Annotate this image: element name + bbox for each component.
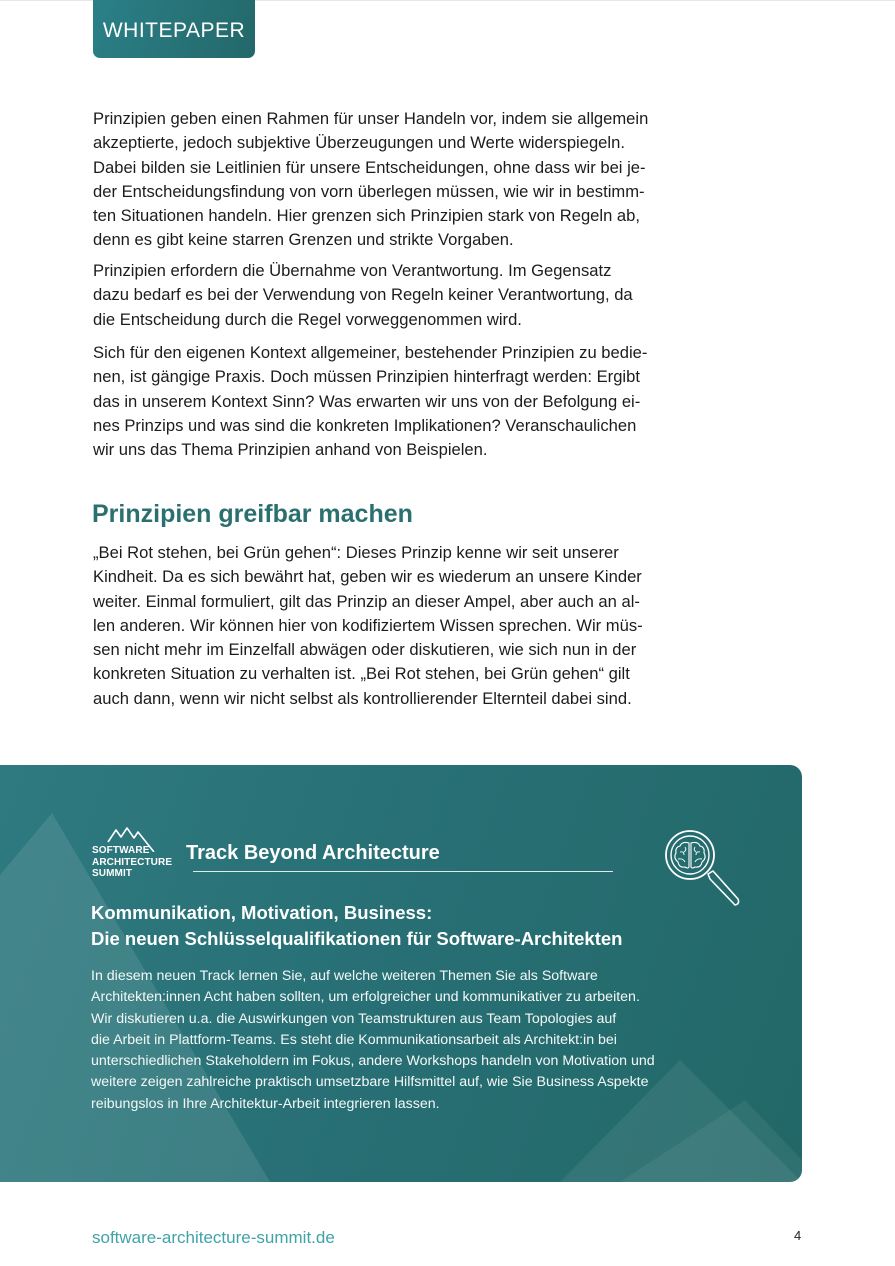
text-line: konkreten Situation zu verhalten ist. „Bei Rot stehen, bei Grün gehen“ gilt (93, 664, 630, 684)
headline-line: Kommunikation, Motivation, Business: (91, 902, 433, 923)
section-heading: Prinzipien greifbar machen (92, 500, 413, 528)
text-line: wir uns das Thema Prinzipien anhand von Beispielen. (93, 440, 488, 460)
text-line: das in unserem Kontext Sinn? Was erwarten wir uns von der Befolgung ei- (93, 391, 641, 411)
footer-website-link[interactable]: software-architecture-summit.de (92, 1228, 335, 1247)
text-line: Kindheit. Da es sich bewährt hat, geben wir es wiederum an unsere Kinder (93, 567, 642, 587)
text-line: denn es gibt keine starren Grenzen und strikte Vorgaben. (93, 230, 514, 250)
logo-line: ARCHITECTURE (92, 856, 173, 868)
text-line: sen nicht mehr im Einzelfall abwägen oder diskutieren, wie sich nun in der (93, 640, 637, 660)
promo-line: unterschiedlichen Stakeholdern im Fokus, andere Workshops handeln von Motivation und (91, 1053, 655, 1070)
whitepaper-badge (93, 0, 255, 58)
paragraph-1 (93, 107, 693, 253)
text-line: dazu bedarf es bei der Verwendung von Regeln keiner Verantwortung, da (93, 285, 633, 305)
text-line: „Bei Rot stehen, bei Grün gehen“: Dieses Prinzip kenne wir seit unserer (93, 543, 619, 562)
text-line: nes Prinzips und was sind die konkreten Implikationen? Veranschaulichen (93, 415, 637, 435)
promo-line: Wir diskutieren u.a. die Auswirkungen von Teamstrukturen aus Team Topologies auf (91, 1010, 617, 1027)
text-line: Prinzipien geben einen Rahmen für unser Handeln vor, indem sie allgemein (93, 109, 649, 128)
promo-line: weitere zeigen zahlreiche praktisch umsetzbare Hilfsmittel auf, wie Sie Business Aspekte (91, 1074, 649, 1091)
text-line: weiter. Einmal formuliert, gilt das Prinzip an dieser Ampel, aber auch an al- (93, 591, 640, 611)
logo-line: SUMMIT (92, 868, 133, 879)
promo-line: Architekten:innen Acht haben sollten, um erfolgreicher und kommunikativer zu arbeiten. (91, 989, 640, 1006)
track-divider (193, 871, 613, 872)
text-line: Dabei bilden sie Leitlinien für unsere Entscheidungen, ohne dass wir bei je- (93, 157, 646, 177)
promo-line: In diesem neuen Track lernen Sie, auf welche weiteren Themen Sie als Software (91, 968, 598, 984)
paragraph-2 (93, 259, 693, 332)
promo-body (91, 966, 655, 1115)
text-line: len anderen. Wir können hier von kodifiziertem Wissen sprechen. Wir müs- (93, 615, 643, 635)
paragraph-3 (93, 341, 693, 462)
magnifier-brain-icon (660, 825, 744, 909)
track-title (186, 842, 440, 865)
text-line: die Entscheidung durch die Regel vorweggenommen wird. (93, 309, 522, 329)
text-line: nen, ist gängige Praxis. Doch müssen Prinzipien hinterfragt werden: Ergibt (93, 367, 640, 387)
promo-line: reibungslos in Ihre Architektur-Arbeit integrieren lassen. (91, 1095, 440, 1112)
track-name: Beyond Architecture (243, 842, 440, 864)
headline-line: Die neuen Schlüsselqualifikationen für Software-Architekten (91, 928, 623, 949)
promo-line: die Arbeit in Plattform-Teams. Es steht die Kommunikationsarbeit als Architekt:in bei (91, 1031, 617, 1048)
track-prefix: Track (186, 842, 239, 864)
page-number: 4 (794, 1228, 802, 1243)
section-paragraph (93, 541, 693, 711)
summit-logo (92, 826, 172, 882)
text-line: auch dann, wenn wir nicht selbst als kontrollierender Elternteil dabei sind. (93, 688, 632, 708)
text-line: der Entscheidungsfindung von vorn überlegen müssen, wie wir in bestimm- (93, 181, 645, 201)
text-line: akzeptierte, jedoch subjektive Überzeugungen und Werte widerspiegeln. (93, 133, 625, 153)
text-line: Prinzipien erfordern die Übernahme von Verantwortung. Im Gegensatz (93, 261, 612, 280)
logo-line: SOFTWARE (92, 845, 150, 856)
badge-label: WHITEPAPER (102, 19, 246, 42)
text-line: ten Situationen handeln. Hier grenzen sich Prinzipien stark von Regeln ab, (93, 206, 641, 226)
text-line: Sich für den eigenen Kontext allgemeiner, bestehender Prinzipien zu bedie- (93, 343, 648, 362)
promo-headline (91, 900, 622, 952)
